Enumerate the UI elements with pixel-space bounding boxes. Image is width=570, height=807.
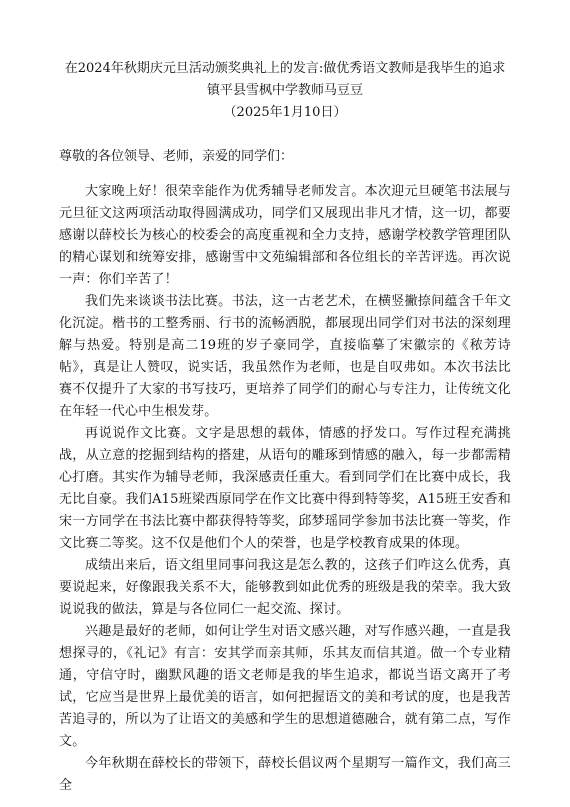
paragraph: 我们先来谈谈书法比赛。书法，这一古老艺术，在横竖撇捺间蕴含千年文化沉淀。楷书的工整秀丽、行书的流畅洒脱，都展现出同学们对书法的深刻理解与热爱。特别是高二19班的岁子豪同学，直接临摹了宋徽宗的《秾芳诗帖》，真是让人赞叹，说实话，我虽然作为老师，也是自叹弗如。本次书法比赛不仅提升了大家的书写技巧，更培养了同学们的耐心与专注力，让传统文化在年轻一代心中生根发芽。 (59, 294, 511, 419)
paragraph: 再说说作文比赛。文字是思想的载体，情感的抒发口。写作过程充满挑战，从立意的挖掘到结构的搭建，从语句的雕琢到情感的融入，每一步都需精心打磨。其实作为辅导老师，我深感责任重大。看到同学们在比赛中成长，我无比自豪。我们A15班梁西原同学在作文比赛中得到特等奖，A15班王安香和宋一方同学在书法比赛中都获得特等奖，邱梦瑶同学参加书法比赛一等奖，作文比赛二等奖。这不仅是他们个人的荣誉，也是学校教育成果的体现。 (59, 426, 511, 551)
document-date: （2025年1月10日） (223, 105, 347, 120)
salutation: 尊敬的各位领导、老师，亲爱的同学们： (59, 149, 294, 164)
paragraph: 兴趣是最好的老师，如何让学生对语文感兴趣，对写作感兴趣，一直是我想探寻的，《礼记》有言：安其学而亲其师，乐其友而信其道。做一个专业精通，守信守时，幽默风趣的语文老师是我的毕生追求，都说当语文离开了考试，它应当是世界上最优美的语言，如何把握语文的美和考试的度，也是我苦苦追寻的，所以为了让语文的美感和学生的思想道德融合，就有第二点，写作文。 (59, 624, 511, 749)
paragraph: 大家晚上好！很荣幸能作为优秀辅导老师发言。本次迎元旦硬笔书法展与元旦征文这两项活动取得圆满成功，同学们又展现出非凡才情，这一切，都要感谢以薛校长为核心的校委会的高度重视和全力支持，感谢学校教学管理团队的精心谋划和统筹安排，感谢雪中文苑编辑部和各位组长的辛苦评选。再次说一声：你们辛苦了！ (59, 184, 511, 287)
document-author: 镇平县雪枫中学教师马豆豆 (206, 83, 363, 98)
paragraph: 成绩出来后，语文组里同事问我这是怎么教的，这孩子们咋这么优秀，真要说起来，好像跟我关系不大，能够教到如此优秀的班级是我的荣幸。我大致说说我的做法，算是与各位同仁一起交流、探讨。 (59, 558, 511, 617)
document-title: 在2024年秋期庆元旦活动颁奖典礼上的发言:做优秀语文教师是我毕生的追求 (64, 61, 506, 76)
paragraph: 今年秋期在薛校长的带领下，薛校长倡议两个星期写一篇作文，我们高三全 (59, 756, 511, 793)
